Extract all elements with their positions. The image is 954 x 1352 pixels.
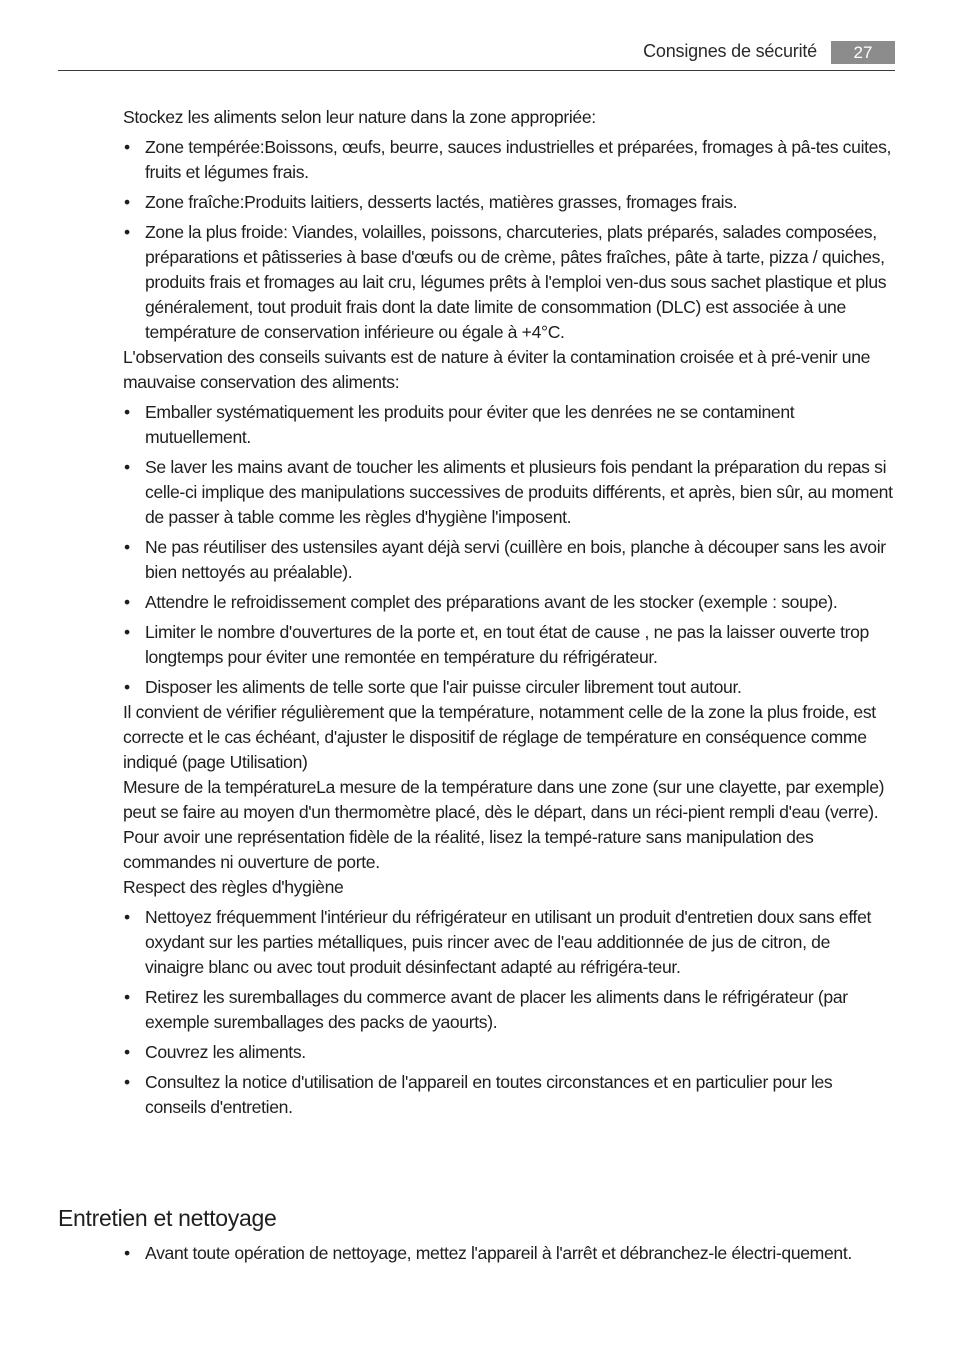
list-item: • Se laver les mains avant de toucher les aliments et plusieurs fois pendant la préparation du repas si celle-ci implique des manipulations successives de produits différents, et après, bien sûr, au moment de passer à table comme les règles d'hygiène l'imposent.: [123, 455, 893, 530]
list-item: [123, 220, 893, 345]
section-body: [123, 1236, 893, 1266]
zone-label: Zone la plus froide:: [145, 222, 288, 242]
zone-text: Viandes, volailles, poissons, charcuteries, plats préparés, salades composées, préparations et pâtisseries à base d'œufs ou de crème, pâtes fraîches, pâte à tarte, pizza / quiches, produits frais et fromages au lait cru, légumes prêts à l'emploi ven-dus sous sachet plastique et plus généralement, tout produit frais dont la date limite de consommation (DLC) est associée à une température de conservation inférieure ou égale à +4°C.: [145, 222, 887, 342]
hygiene-list: [123, 905, 893, 1120]
list-item: • Attendre le refroidissement complet des préparations avant de les stocker (exemple : soupe).: [123, 590, 893, 615]
contamination-intro: L'observation des conseils suivants est de nature à éviter la contamination croisée et à pré-venir une mauvaise conservation des aliments:: [123, 347, 871, 392]
list-item: • Consultez la notice d'utilisation de l'appareil en toutes circonstances et en particulier pour les conseils d'entretien.: [123, 1070, 893, 1120]
temperature-check-paragraph: Il convient de vérifier régulièrement que la température, notamment celle de la zone la plus froide, est correcte et le cas échéant, d'ajuster le dispositif de réglage de température en conséquence comme indiqué (page Utilisation): [123, 702, 876, 772]
measure-text: La mesure de la température dans une zone (sur une clayette, par exemple) peut se faire au moyen d'un thermomètre placé, dès le départ, dans un réci-pient rempli d'eau (verre). Pour avoir une représentation fidèle de la réalité, lisez la tempé-rature sans manipulation des commandes ni ouverture de porte.: [123, 777, 885, 872]
section-list: [123, 1241, 893, 1266]
list-item: [123, 135, 893, 185]
list-item: • Emballer systématiquement les produits pour éviter que les denrées ne se contaminent mutuellement.: [123, 400, 893, 450]
list-item: • Nettoyez fréquemment l'intérieur du réfrigérateur en utilisant un produit d'entretien doux sans effet oxydant sur les parties métalliques, puis rincer avec de l'eau additionnée de jus de citron, de vinaigre blanc ou avec tout produit désinfectant adapté au réfrigéra-teur.: [123, 905, 893, 980]
zone-text: Produits laitiers, desserts lactés, matières grasses, fromages frais.: [244, 192, 738, 212]
page-header: [58, 38, 895, 71]
list-item: • Limiter le nombre d'ouvertures de la porte et, en tout état de cause , ne pas la laisser ouverte trop longtemps pour éviter une remontée en température du réfrigérateur.: [123, 620, 893, 670]
list-item: • Couvrez les aliments.: [123, 1040, 893, 1065]
list-item: • Disposer les aliments de telle sorte que l'air puisse circuler librement tout autour.: [123, 675, 893, 700]
main-content: [123, 105, 893, 1120]
hygiene-heading: Respect des règles d'hygiène: [123, 877, 344, 897]
zones-list: [123, 135, 893, 345]
header-rule: [58, 70, 895, 71]
header-title: Consignes de sécurité: [643, 41, 817, 61]
zone-label: Zone tempérée:: [145, 137, 265, 157]
list-item: • Retirez les suremballages du commerce avant de placer les aliments dans le réfrigérateur (par exemple suremballages des packs de yaourts).: [123, 985, 893, 1035]
page-number: 27: [831, 41, 895, 64]
list-item: [123, 190, 893, 215]
measure-label: Mesure de la température: [123, 777, 317, 797]
zone-label: Zone fraîche:: [145, 192, 245, 212]
section-title: Entretien et nettoyage: [58, 1205, 277, 1231]
zone-text: Boissons, œufs, beurre, sauces industrielles et préparées, fromages à pâ-tes cuites, fruits et légumes frais.: [145, 137, 892, 182]
measure-paragraph: [123, 775, 893, 875]
list-item: • Ne pas réutiliser des ustensiles ayant déjà servi (cuillère en bois, planche à découper sans les avoir bien nettoyés au préalable).: [123, 535, 893, 585]
advice-list: [123, 400, 893, 700]
list-item: • Avant toute opération de nettoyage, mettez l'appareil à l'arrêt et débranchez-le électri-quement.: [123, 1241, 893, 1266]
intro-paragraph: Stockez les aliments selon leur nature dans la zone appropriée:: [123, 107, 596, 127]
